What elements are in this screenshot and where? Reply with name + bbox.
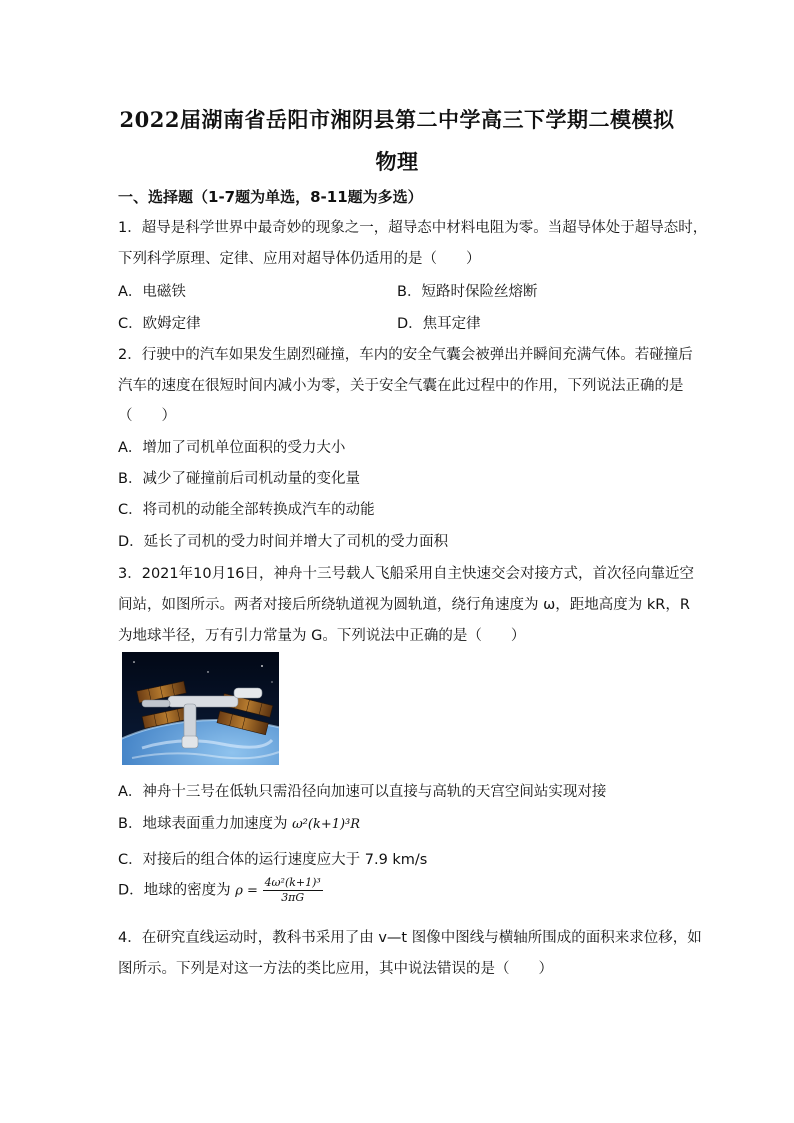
q3-option-c: C．对接后的组合体的运行速度应大于 7.9 km/s — [118, 852, 428, 868]
q3-stem-line-3: 为地球半径，万有引力常量为 G。下列说法中正确的是（ ） — [118, 628, 526, 644]
q3-stem-line-1: 3．2021年10月16日，神舟十三号载人飞船采用自主快速交会对接方式，首次径向靠近空 — [118, 566, 695, 582]
title-line-1: 2022届湖南省岳阳市湘阴县第二中学高三下学期二模模拟 — [119, 107, 675, 132]
q1-option-d: D．焦耳定律 — [397, 316, 481, 332]
q3-option-d — [118, 876, 323, 905]
q2-option-c: C．将司机的动能全部转换成汽车的动能 — [118, 502, 375, 518]
q2-option-b: B．减少了碰撞前后司机动量的变化量 — [118, 471, 360, 487]
q2-stem-line-3: （ ） — [118, 408, 176, 424]
q1-option-a: A．电磁铁 — [118, 284, 186, 300]
q2-stem-line-1: 2．行驶中的汽车如果发生剧烈碰撞，车内的安全气囊会被弹出并瞬间充满气体。若碰撞后 — [118, 347, 693, 363]
q3-option-b-text: B．地球表面重力加速度为 — [118, 816, 288, 832]
q2-option-a: A．增加了司机单位面积的受力大小 — [118, 440, 346, 456]
q3-option-b-formula: ω²(k+1)³R — [292, 817, 361, 832]
q3-option-d-text: D．地球的密度为 — [118, 882, 231, 899]
title-line-2: 物理 — [375, 149, 419, 174]
q3-option-d-lhs: ρ = — [235, 883, 258, 899]
q1-stem-line-2: 下列科学原理、定律、应用对超导体仍适用的是（ ） — [118, 251, 481, 267]
q3-option-d-denominator: 3πG — [281, 891, 305, 904]
q3-option-a: A．神舟十三号在低轨只需沿径向加速可以直接与高轨的天宫空间站实现对接 — [118, 784, 607, 800]
q3-option-b — [118, 812, 360, 833]
q1-stem-line-1: 1．超导是科学世界中最奇妙的现象之一，超导态中材料电阻为零。当超导体处于超导态时， — [118, 220, 708, 236]
q2-stem-line-2: 汽车的速度在很短时间内减小为零，关于安全气囊在此过程中的作用，下列说法正确的是 — [118, 378, 684, 394]
q3-stem-line-2: 间站，如图所示。两者对接后所绕轨道视为圆轨道，绕行角速度为 ω，距地高度为 kR，R — [118, 597, 690, 613]
q3-option-d-numerator: 4ω²(k+1)³ — [264, 876, 321, 889]
q1-option-c: C．欧姆定律 — [118, 316, 201, 332]
space-station-image — [122, 652, 279, 765]
q4-stem-line-1: 4．在研究直线运动时，教科书采用了由 v—t 图像中图线与横轴所围成的面积来求位移，如 — [118, 930, 702, 946]
q2-option-d: D．延长了司机的受力时间并增大了司机的受力面积 — [118, 534, 449, 550]
q4-stem-line-2: 图所示。下列是对这一方法的类比应用，其中说法错误的是（ ） — [118, 961, 553, 977]
section-heading: 一、选择题（1-7题为单选，8-11题为多选） — [118, 188, 423, 206]
q1-option-b: B．短路时保险丝熔断 — [397, 284, 538, 300]
q3-option-d-fraction — [263, 876, 323, 905]
